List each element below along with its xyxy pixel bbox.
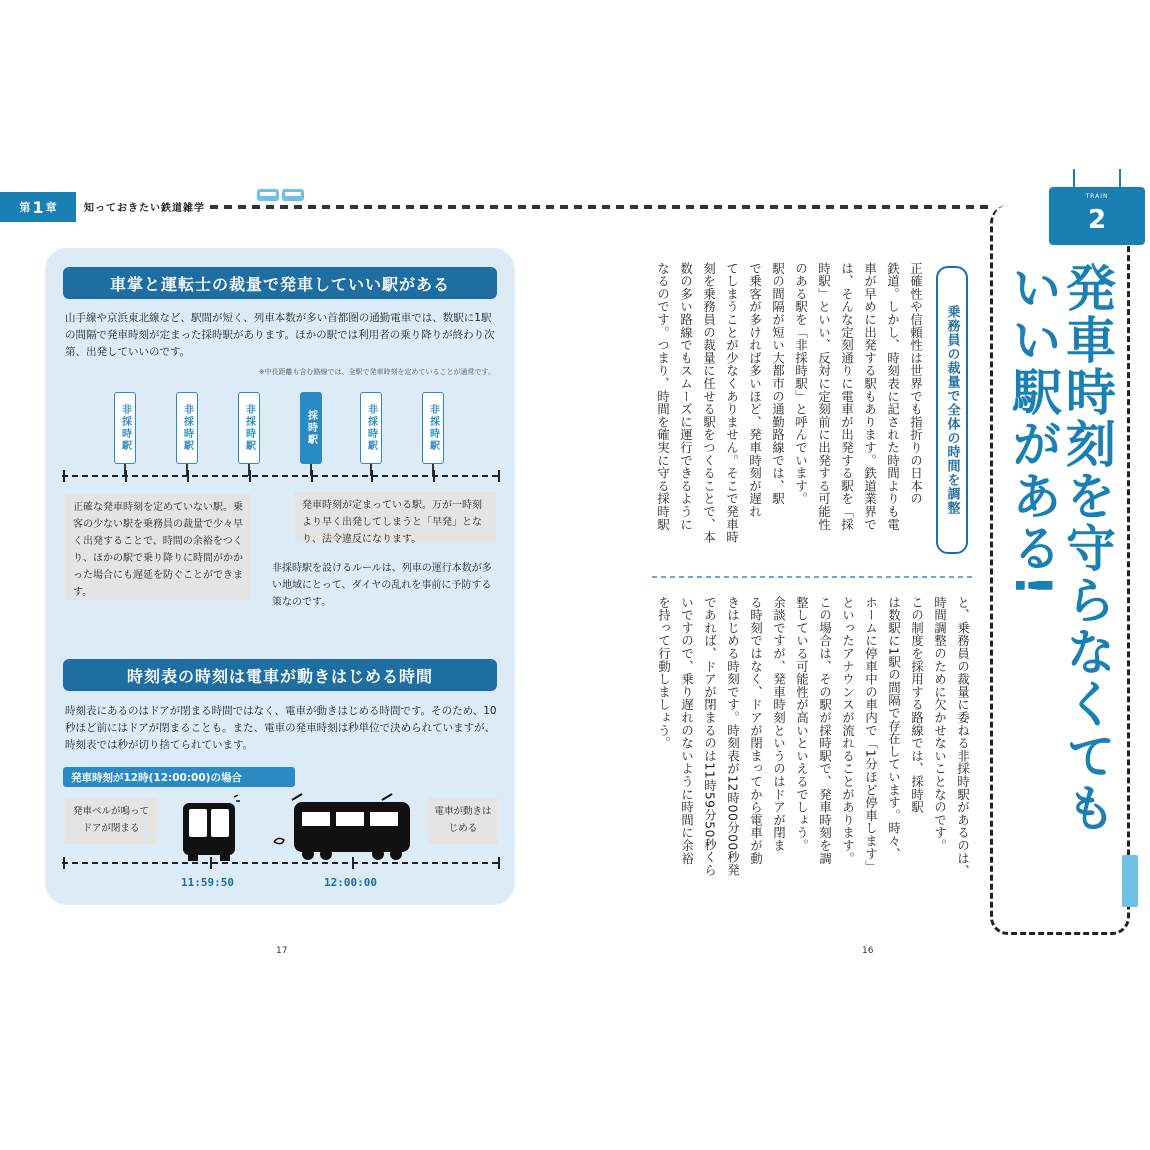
body-column: 刻を乗務員の裁量に任せる駅をつくることで、本 bbox=[701, 262, 716, 544]
body-column: る時刻ではなく、ドアが閉まってから電車が動 bbox=[748, 596, 763, 865]
time-tick bbox=[210, 857, 212, 869]
title-line-1: 発車時刻を守らなくても bbox=[1058, 262, 1116, 834]
train-front-icon bbox=[178, 795, 240, 867]
badge-label: TRAIN bbox=[1085, 193, 1109, 200]
body-column: を持って行動しましょう。 bbox=[656, 596, 671, 750]
route-tick bbox=[249, 470, 251, 482]
station-sign: 非採時駅 bbox=[176, 392, 198, 464]
body-column: 時駅」といい、反対に定刻前に出発する可能性 bbox=[816, 262, 831, 531]
route-tick bbox=[371, 470, 373, 482]
station-sign: 非採時駅 bbox=[238, 392, 260, 464]
body-column: 時間調整のために欠かせないことなのです。 bbox=[932, 596, 947, 852]
article-subheading: 乗務員の裁量で全体の時間を調整 bbox=[936, 266, 968, 554]
body-column: ホームに停車中の車内で「1分ほど停車します」 bbox=[863, 596, 878, 874]
route-tick bbox=[498, 470, 500, 482]
time-label-departure: 12:00:00 bbox=[324, 876, 377, 889]
time-tick bbox=[63, 857, 65, 869]
page-number-left: 17 bbox=[276, 946, 288, 956]
body-column: 数の多い路線でもスムーズに運行できるように bbox=[678, 262, 693, 531]
route-line bbox=[62, 475, 502, 477]
body-column: は、そんな定刻通りに電車が出発する駅を「採 bbox=[839, 262, 854, 531]
body-column: てしまうことが少なくありません。そこで発車時 bbox=[724, 262, 739, 544]
train-side-icon bbox=[270, 792, 414, 866]
body-column: 余談ですが、発車時刻というのはドアが閉ま bbox=[771, 596, 786, 852]
station-sign-timed: 採時駅 bbox=[300, 392, 322, 464]
chapter-title: 知っておきたい鉄道雑学 bbox=[84, 203, 205, 214]
section1-title: 車掌と運転士の裁量で発車していい駅がある bbox=[63, 267, 497, 299]
route-tick bbox=[125, 470, 127, 482]
time-tick bbox=[498, 857, 500, 869]
section1-body: 山手線や京浜東北線など、駅間が短く、列車本数が多い首都圏の通勤電車では、数駅に1駅の間隔で発車時刻が定まった採時駅があります。ほかの駅では利用者の乗り降りが終わり次第、出発していいのです。 bbox=[65, 312, 495, 358]
chapter-number: 1 bbox=[32, 197, 44, 217]
body-column: は数駅に1駅の間隔で存在しています。時々、 bbox=[886, 596, 901, 861]
route-tick bbox=[187, 470, 189, 482]
section-divider bbox=[652, 576, 972, 578]
body-column: 車が早めに出発する駅もあります。鉄道業界で bbox=[862, 262, 877, 531]
example-label: 発車時刻が12時(12:00:00)の場合 bbox=[63, 767, 295, 787]
route-tick bbox=[311, 470, 313, 482]
chapter-tab bbox=[0, 192, 76, 222]
badge-number: 2 bbox=[1087, 205, 1107, 235]
body-column: きはじめる時刻です。時刻表が12時00分00秒発 bbox=[725, 596, 740, 877]
title-line-2: いい駅がある! bbox=[1004, 262, 1062, 599]
body-column: といったアナウンスが流れることがあります。 bbox=[840, 596, 855, 865]
body-column: 正確性や信頼性は世界でも指折りの日本の bbox=[908, 262, 923, 506]
body-column: 駅の間隔が短い大都市の通勤路線では、駅 bbox=[770, 262, 785, 506]
body-column: なるのです。つまり、時間を確実に守る採時駅 bbox=[655, 262, 670, 531]
badge-post bbox=[1073, 169, 1075, 187]
badge-post bbox=[1119, 169, 1121, 187]
time-label-before: 11:59:50 bbox=[181, 876, 234, 889]
topic-badge bbox=[1049, 187, 1145, 245]
route-tick bbox=[63, 470, 65, 482]
section1-note: ※中長距離も含む路線では、全駅で発車時刻を定めていることが通常です。 bbox=[258, 368, 495, 376]
body-column: で乗客が多ければ多いほど、発車時刻が遅れ bbox=[747, 262, 762, 518]
callout-rule: 非採時駅を設けるルールは、列車の運行本数が多い地域にとって、ダイヤの乱れを事前に予防する策なのです。 bbox=[272, 563, 492, 608]
side-tab bbox=[1122, 855, 1138, 907]
move-note: 電車が動きはじめる bbox=[428, 798, 498, 844]
callout-timed: 発車時刻が定まっている駅。万が一時刻より早く出発してしまうと「早発」となり、法令違反になります。 bbox=[294, 492, 496, 542]
page-number-right: 16 bbox=[862, 946, 874, 956]
section2-title: 時刻表の時刻は電車が動きはじめる時間 bbox=[63, 659, 497, 691]
body-column: 鉄道。しかし、時刻表に記された時間よりも電 bbox=[885, 262, 900, 531]
body-column: 整している可能性が高いといえるでしょう。 bbox=[794, 596, 809, 852]
chapter-prefix: 第 bbox=[19, 201, 31, 214]
bell-note: 発車ベルが鳴ってドアが閉まる bbox=[65, 798, 157, 844]
callout-non-timed: 正確な発車時刻を定めていない駅。乗客の少ない駅を乗務員の裁量で少々早く出発することで、時間の余裕をつくり、ほかの駅で乗り降りに時間がかかった場合にも遅延を防ぐことができます。 bbox=[65, 494, 251, 600]
station-sign: 非採時駅 bbox=[360, 392, 382, 464]
section2-body: 時刻表にあるのはドアが閉まる時間ではなく、電車が動きはじめる時間です。そのため、10秒ほど前にはドアが閉まることも。また、電車の発車時刻は秒単位で決められていますが、時刻表では秒が切り捨てられています。 bbox=[65, 705, 497, 751]
body-column: この場合は、その駅が採時駅で、発車時刻を調 bbox=[817, 596, 832, 865]
train-icon bbox=[256, 187, 306, 203]
station-diagram bbox=[62, 384, 510, 484]
body-column: いですので、乗り遅れのないように時間に余裕 bbox=[679, 596, 694, 865]
time-line bbox=[62, 862, 502, 864]
body-column: であれば、ドアが閉まるのは11時59分50秒くら bbox=[702, 596, 717, 877]
station-sign: 非採時駅 bbox=[422, 392, 444, 464]
track-line bbox=[210, 205, 988, 209]
body-column: この制度を採用する路線では、採時駅 bbox=[909, 596, 924, 814]
station-sign: 非採時駅 bbox=[114, 392, 136, 464]
chapter-suffix: 章 bbox=[45, 201, 57, 214]
route-tick bbox=[433, 470, 435, 482]
body-column: のある駅を「非採時駅」と呼んでいます。 bbox=[793, 262, 808, 506]
time-tick bbox=[352, 857, 354, 869]
body-column: と、乗務員の裁量に委ねる非採時駅があるのは、 bbox=[955, 596, 970, 878]
